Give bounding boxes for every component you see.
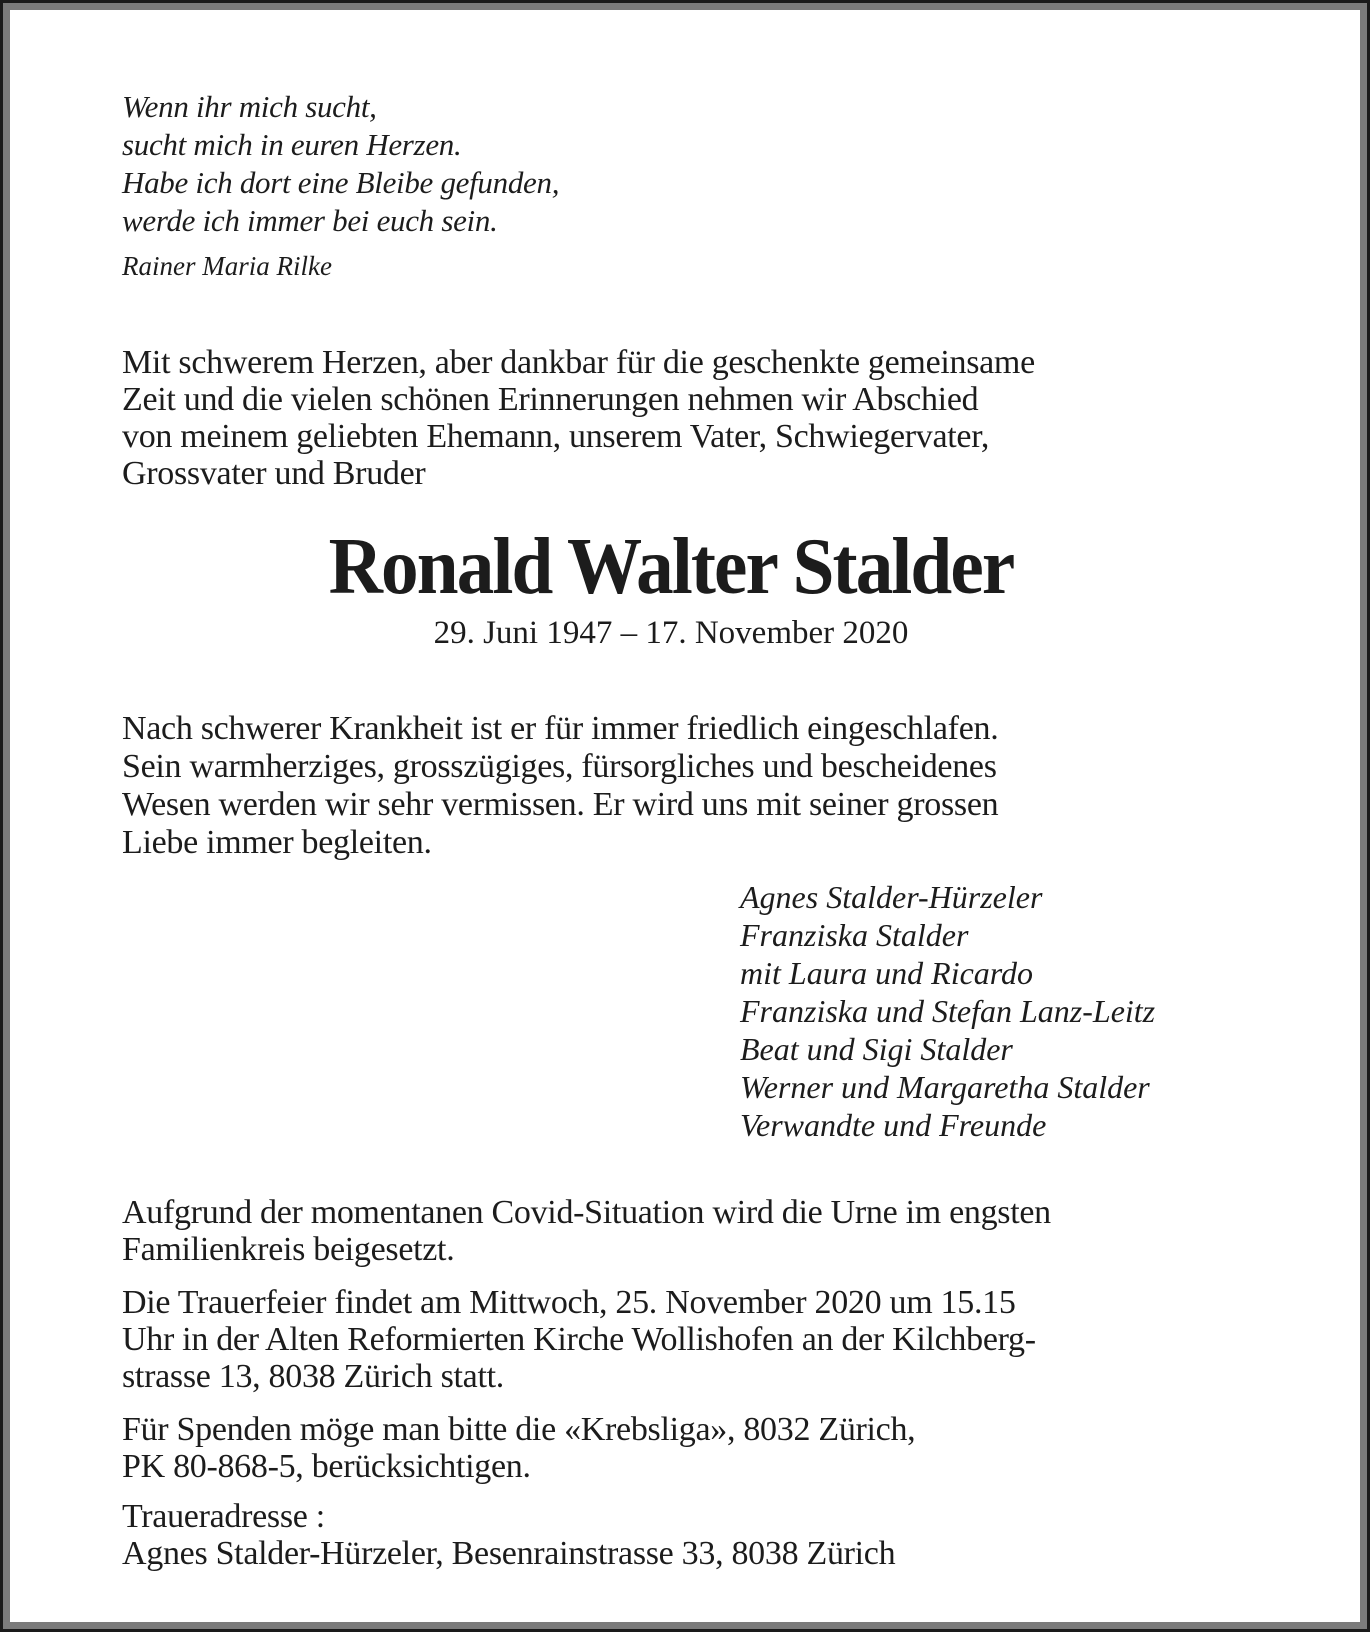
intro-paragraph [122,344,1220,492]
text-line: mit Laura und Ricardo [740,955,1034,991]
donation-notice-paragraph [122,1411,1220,1485]
deceased-name: Ronald Walter Stalder [328,523,1014,611]
urn-notice-paragraph [122,1194,1220,1268]
text-line: Beat und Sigi Stalder [740,1031,1013,1067]
text-line: von meinem geliebten Ehemann, unserem Vater, Schwiegervater, [122,418,990,455]
text-line: Sein warmherziges, grosszügiges, fürsorgliches und bescheidenes [122,748,997,785]
text-line: Grossvater und Bruder [122,455,426,492]
page-content [10,10,1360,1572]
service-notice-paragraph [122,1284,1220,1395]
mourning-address-block [122,1498,1220,1572]
text-line: werde ich immer bei euch sein. [122,203,498,238]
text-line: Familienkreis beigesetzt. [122,1231,455,1268]
eulogy-paragraph [122,710,1220,862]
text-line: sucht mich in euren Herzen. [122,127,462,162]
text-line: Zeit und die vielen schönen Erinnerungen nehmen wir Abschied [122,381,979,418]
text-line: Franziska und Stefan Lanz-Leitz [740,993,1156,1029]
text-line: Traueradresse : [122,1498,325,1535]
text-line: Uhr in der Alten Reformierten Kirche Wollishofen an der Kilchberg- [122,1321,1036,1358]
text-line: Habe ich dort eine Bleibe gefunden, [122,165,560,200]
poem-author: Rainer Maria Rilke [122,251,332,281]
text-line: Liebe immer begleiten. [122,824,432,861]
text-line: Franziska Stalder [740,917,969,953]
text-line: Verwandte und Freunde [740,1107,1047,1143]
text-line: Die Trauerfeier findet am Mittwoch, 25. November 2020 um 15.15 [122,1284,1016,1321]
page-frame [3,3,1367,1629]
text-line: Aufgrund der momentanen Covid-Situation wird die Urne im engsten [122,1194,1051,1231]
life-dates: 29. Juni 1947 – 17. November 2020 [433,615,909,651]
text-line: strasse 13, 8038 Zürich statt. [122,1358,504,1395]
text-line: Nach schwerer Krankheit ist er für immer friedlich eingeschlafen. [122,710,999,747]
text-line: Agnes Stalder-Hürzeler, Besenrainstrasse 33, 8038 Zürich [122,1535,896,1572]
text-line: Wesen werden wir sehr vermissen. Er wird uns mit seiner grossen [122,786,999,823]
text-line: PK 80-868-5, berücksichtigen. [122,1448,531,1485]
text-line: Mit schwerem Herzen, aber dankbar für die geschenkte gemeinsame [122,344,1035,381]
text-line: Für Spenden möge man bitte die «Krebsliga», 8032 Zürich, [122,1411,916,1448]
text-line: Werner und Margaretha Stalder [740,1069,1150,1105]
text-line: Wenn ihr mich sucht, [122,89,377,124]
text-line: Agnes Stalder-Hürzeler [740,879,1043,915]
poem-quote [122,88,1220,240]
mourners-list [740,878,1220,1144]
